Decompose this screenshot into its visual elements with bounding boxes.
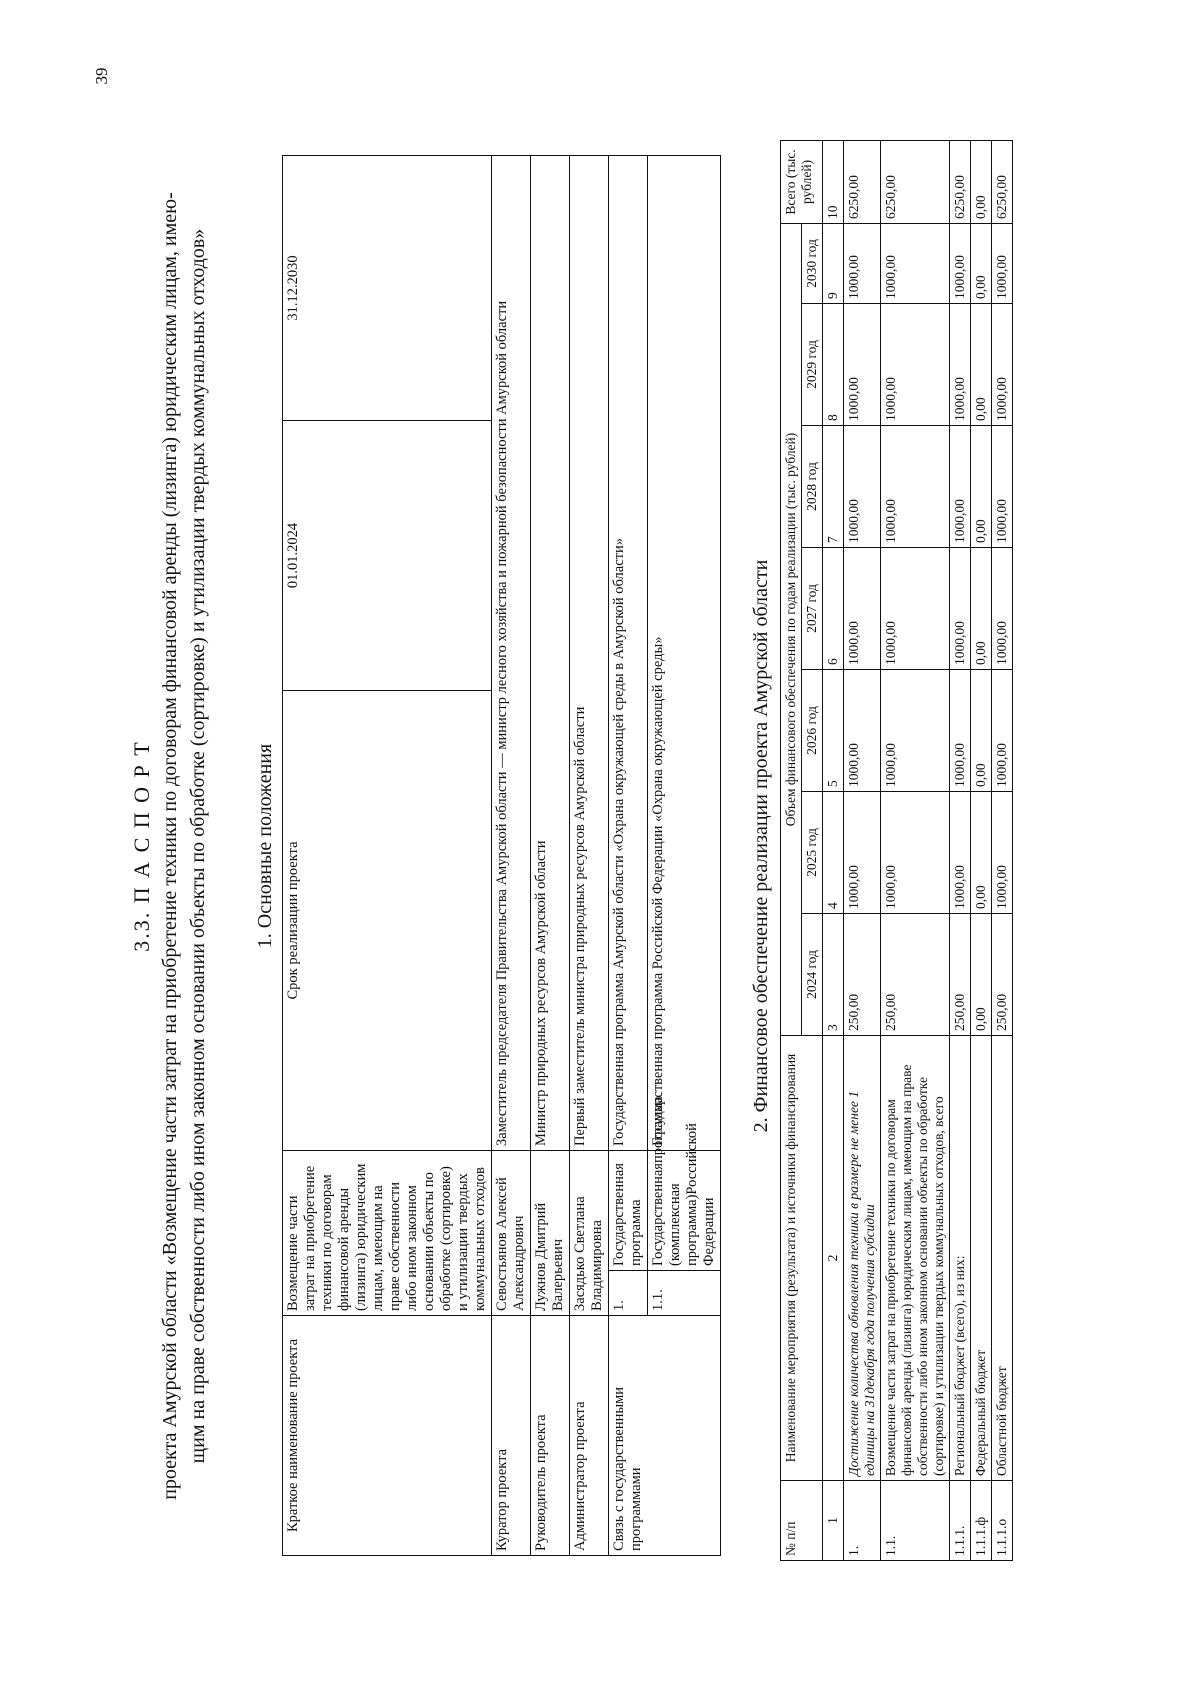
row-value: 0,00 <box>971 304 992 426</box>
col-header-num: № п/п <box>781 1481 823 1561</box>
row-num: 1.1. <box>881 1481 950 1561</box>
column-number: 4 <box>823 792 844 914</box>
row-name: Областной бюджет <box>992 1036 1013 1481</box>
program-link-type: Государственная программа <box>609 1150 648 1270</box>
row-value: 0,00 <box>971 223 992 303</box>
leader-label: Руководитель проекта <box>531 1316 570 1556</box>
column-number: 1 <box>823 1481 844 1561</box>
col-header-total: Всего (тыс. рублей) <box>781 140 823 223</box>
page-number: 39 <box>92 67 111 85</box>
table-row <box>531 155 570 1555</box>
period-end: 31.12.2030 <box>283 155 492 420</box>
row-value: 1000,00 <box>881 670 950 792</box>
row-num: 1.1.1.ф <box>971 1481 992 1561</box>
row-value: 0,00 <box>971 914 992 1036</box>
table-row <box>971 140 992 1560</box>
program-link-num: 1. <box>609 1271 648 1316</box>
period-label: Срок реализации проекта <box>283 690 492 1150</box>
row-value: 1000,00 <box>950 670 971 792</box>
year-header: 2026 год <box>802 670 823 792</box>
column-number: 7 <box>823 426 844 548</box>
program-link-num: 1.1. <box>648 1271 721 1316</box>
short-name-label: Краткое наименование проекта <box>283 1316 492 1556</box>
row-num: 1. <box>844 1481 881 1561</box>
financing-table <box>780 140 1013 1561</box>
row-value: 250,00 <box>881 914 950 1036</box>
row-num: 1.1.1.о <box>992 1481 1013 1561</box>
row-value: 1000,00 <box>881 223 950 303</box>
row-value: 1000,00 <box>950 223 971 303</box>
table-row <box>283 155 492 1555</box>
row-value: 1000,00 <box>992 548 1013 670</box>
row-value: 1000,00 <box>881 548 950 670</box>
curator-label: Куратор проекта <box>492 1316 531 1556</box>
column-number: 6 <box>823 548 844 670</box>
table-row <box>950 140 971 1560</box>
period-start: 01.01.2024 <box>283 420 492 690</box>
row-value: 1000,00 <box>950 426 971 548</box>
table-row <box>570 155 609 1555</box>
row-num: 1.1.1. <box>950 1481 971 1561</box>
row-value: 1000,00 <box>844 792 881 914</box>
program-link-value: Государственная программа Российской Федерации «Охрана окружающей среды» <box>648 155 721 1150</box>
admin-position: Первый заместитель министра природных ресурсов Амурской области <box>570 155 609 1150</box>
row-value: 1000,00 <box>881 304 950 426</box>
document-heading <box>128 36 212 1656</box>
year-header: 2028 год <box>802 426 823 548</box>
short-name-value: Возмещение части затрат на приобретение техники по договорам финансовой аренды (лизинга) юридическим лицам, имеющим на праве собственности либо ином законном основании объекты по обработке (сортировке) и утилизации твердых коммунальных отходов <box>283 1150 492 1315</box>
row-value: 1000,00 <box>992 792 1013 914</box>
year-header: 2029 год <box>802 304 823 426</box>
year-header: 2027 год <box>802 548 823 670</box>
leader-position: Министр природных ресурсов Амурской области <box>531 155 570 1150</box>
year-header: 2025 год <box>802 792 823 914</box>
table-row <box>992 140 1013 1560</box>
row-value: 1000,00 <box>844 548 881 670</box>
section2-title: 2. Финансовое обеспечение реализации проекта Амурской области <box>750 559 772 1133</box>
row-value: 1000,00 <box>992 304 1013 426</box>
program-link-type: Государственнаяпрограмма (комплексная программа)Российской Федерации <box>648 1150 721 1270</box>
col-header-volume: Объем финансового обеспечения по годам реализации (тыс. рублей) <box>781 223 802 1035</box>
row-value: 1000,00 <box>992 426 1013 548</box>
leader-name: Лужнов Дмитрий Валерьевич <box>531 1150 570 1315</box>
column-number: 5 <box>823 670 844 792</box>
project-title-line-2: щим на праве собственности либо ином законном основании объекты по обработке (сортировке) и утилизации твердых коммунальных отходов» <box>187 228 209 1464</box>
row-value: 1000,00 <box>844 670 881 792</box>
year-header: 2030 год <box>802 223 823 303</box>
column-number: 10 <box>823 140 844 223</box>
column-number: 2 <box>823 1036 844 1481</box>
row-total: 6250,00 <box>881 140 950 223</box>
row-value: 1000,00 <box>950 548 971 670</box>
row-name: Возмещение части затрат на приобретение техники по договорам финансовой аренды (лизинга) юридическим лицам, имеющим на праве собственности либо ином законном основании объекты по обработке (сортировке) и утилизации твердых коммунальных отходов, всего <box>881 1036 950 1481</box>
program-link-label: Связь с государственными программами <box>609 1316 721 1556</box>
admin-label: Администратор проекта <box>570 1316 609 1556</box>
row-value: 1000,00 <box>881 792 950 914</box>
column-number: 8 <box>823 304 844 426</box>
table-row <box>844 140 881 1560</box>
row-name: Достижение количества обновления техники в размере не менее 1 единицы на 31декабря года получения субсидии <box>844 1036 881 1481</box>
row-value: 1000,00 <box>992 670 1013 792</box>
row-value: 250,00 <box>950 914 971 1036</box>
row-value: 250,00 <box>992 914 1013 1036</box>
row-total: 6250,00 <box>844 140 881 223</box>
year-header: 2024 год <box>802 914 823 1036</box>
table-row <box>492 155 531 1555</box>
row-value: 1000,00 <box>950 792 971 914</box>
row-name: Региональный бюджет (всего), из них: <box>950 1036 971 1481</box>
row-value: 1000,00 <box>844 223 881 303</box>
column-number: 3 <box>823 914 844 1036</box>
header-row <box>781 140 802 1560</box>
project-title-line-1: проекта Амурской области «Возмещение части затрат на приобретение техники по договорам финансовой аренды (лизинга) юридическим лицам, имею- <box>159 192 181 1500</box>
row-value: 1000,00 <box>950 304 971 426</box>
table-row <box>881 140 950 1560</box>
curator-name: Севостьянов Алексей Александрович <box>492 1150 531 1315</box>
column-number: 9 <box>823 223 844 303</box>
main-provisions-table <box>282 155 721 1556</box>
row-total: 6250,00 <box>950 140 971 223</box>
row-value: 1000,00 <box>881 426 950 548</box>
curator-position: Заместитель председателя Правительства Амурской области — министр лесного хозяйства и пожарной безопасности Амурской области <box>492 155 531 1150</box>
admin-name: Засядько Светлана Владимировна <box>570 1150 609 1315</box>
row-value: 250,00 <box>844 914 881 1036</box>
table-row <box>609 155 648 1555</box>
row-value: 0,00 <box>971 792 992 914</box>
program-link-value: Государственная программа Амурской области «Охрана окружающей среды в Амурской области» <box>609 155 648 1150</box>
section1-title: 1. Основные положения <box>254 743 276 949</box>
passport-title: 3.3. П А С П О Р Т <box>129 740 154 952</box>
column-number-row <box>823 140 844 1560</box>
row-total: 6250,00 <box>992 140 1013 223</box>
row-value: 1000,00 <box>992 223 1013 303</box>
row-value: 0,00 <box>971 426 992 548</box>
col-header-name: Наименование мероприятия (результата) и источники финансирования <box>781 1036 823 1481</box>
row-name: Федеральный бюджет <box>971 1036 992 1481</box>
row-value: 0,00 <box>971 670 992 792</box>
row-value: 1000,00 <box>844 426 881 548</box>
row-total: 0,00 <box>971 140 992 223</box>
row-value: 0,00 <box>971 548 992 670</box>
row-value: 1000,00 <box>844 304 881 426</box>
